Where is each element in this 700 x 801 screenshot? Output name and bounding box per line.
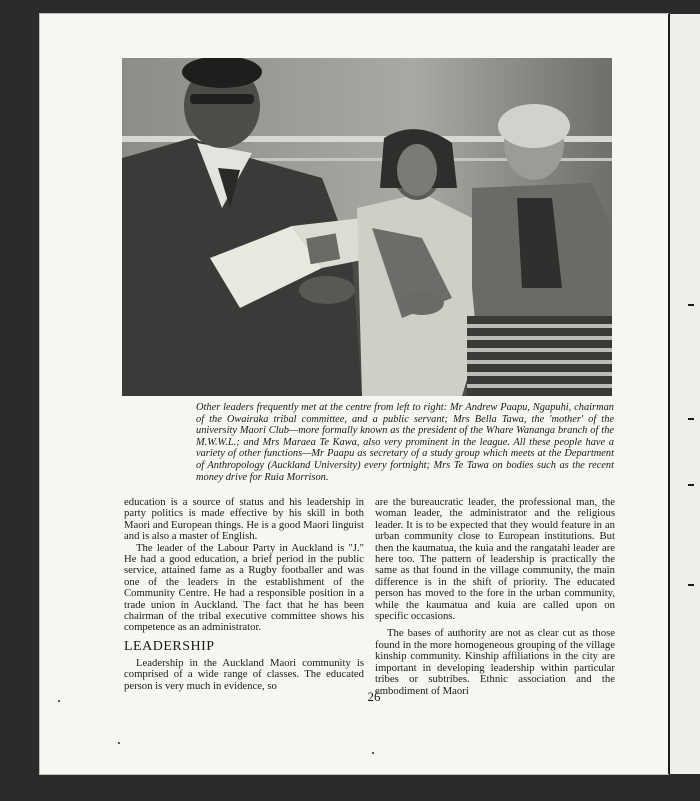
paragraph: The leader of the Labour Party in Auckland is "J." He had a good education, a brief period in the public service, attained fame as a Rugby footballer and was one of the leaders in the establishment of the Community Centre. He had a responsible position in a trade union in Auckland. The fact that he has been chairman of the tribal executive committee shows his competence as an administrator. xyxy=(124,541,364,634)
edge-mark xyxy=(688,584,694,586)
paragraph: The bases of authority are not as clear cut as those found in the more homogeneous grouping of the village kinship community. Kinship affiliations in the city are important in developing leadership within particular tribes or subtribes. Ethnic association and the embodiment of Maori xyxy=(375,627,615,697)
section-heading: LEADERSHIP xyxy=(124,638,215,654)
right-column xyxy=(375,497,615,697)
edge-mark xyxy=(688,418,694,420)
page-number: 26 xyxy=(367,689,381,704)
photo-caption: Other leaders frequently met at the centre from left to right: Mr Andrew Paapu, Ngapuhi, chairman of the Owairaka tribal committee, and a public servant; Mrs Bella Tawa, the 'mother' of the university Maori Club—more formally known as the president of the Whare Wananga branch of the M.W.W.L.; and Mrs Maraea Te Kawa, also very prominent in the league. All these people have a variety of other functions—Mr Paapu as secretary of a study group which meets at the Department of Anthropology (Auckland University) every fortnight; Mrs Te Tawa on bodies such as the recent money drive for Ruia Morrison. xyxy=(196,402,614,483)
facing-page-edge xyxy=(668,14,700,774)
paragraph: Leadership in the Auckland Maori community is comprised of a wide range of classes. The educated person is very much in evidence, so xyxy=(124,656,364,692)
scan-speck xyxy=(372,752,374,754)
paragraph: are the bureaucratic leader, the professional man, the woman leader, the administrator and the religious leader. It is to be expected that they would feature in an urban community close to European institutions. But then the kaumatua, the kuia and the rangatahi leader are here too. The pattern of leadership is practically the same as that found in the village community, the main difference is in the shift of priority. The educated person has moved to the fore in the urban community, while the kaumatua and kuia are called upon on specific occasions. xyxy=(375,496,615,623)
scan-speck xyxy=(118,742,120,744)
edge-mark xyxy=(688,484,694,486)
paragraph: education is a source of status and his leadership in party politics is made effective by his skill in both Maori and European things. He is a good Maori linguist and is also a master of English. xyxy=(124,496,364,543)
left-column xyxy=(124,497,364,692)
scan-speck xyxy=(58,700,60,702)
group-photograph xyxy=(122,58,612,396)
edge-mark xyxy=(688,304,694,306)
